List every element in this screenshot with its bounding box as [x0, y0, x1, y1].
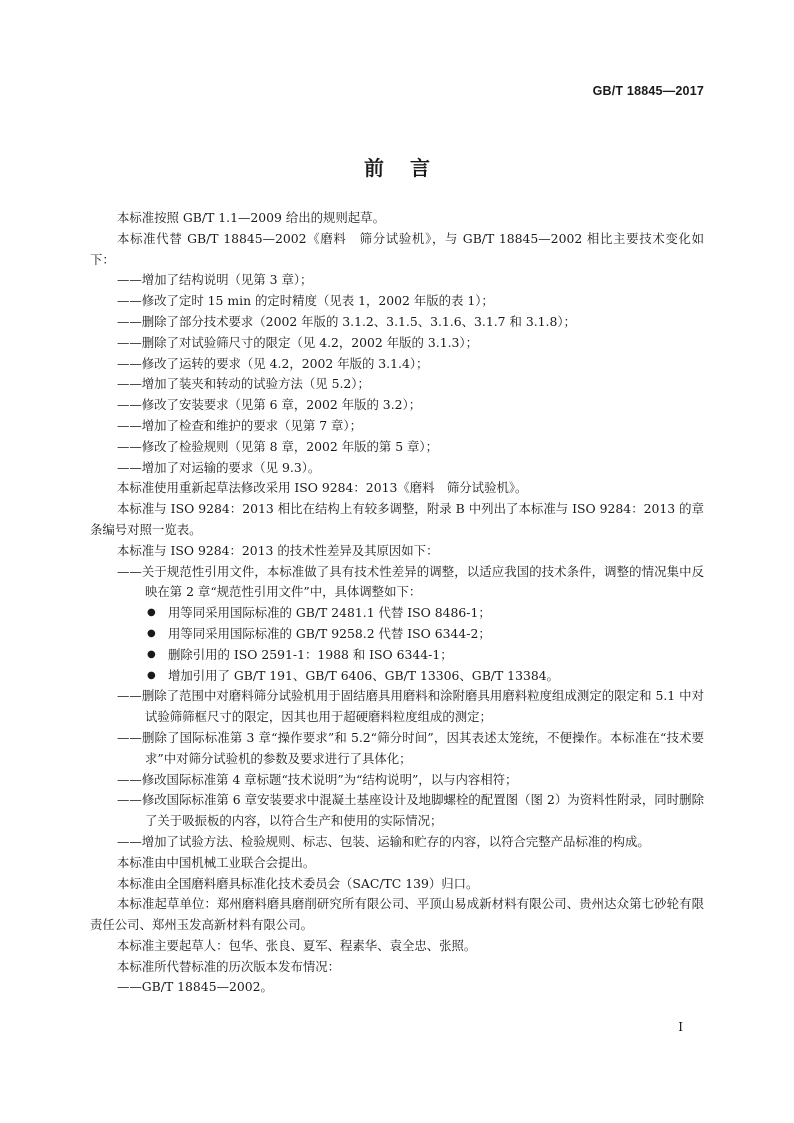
- bullet-item: [90, 666, 704, 687]
- list-item: ——修改了定时 15 min 的定时精度（见表 1，2002 年版的表 1）；: [117, 293, 494, 309]
- list-item: ——修改国际标准第 4 章标题“技术说明”为“结构说明”，以与内容相符；: [117, 771, 518, 787]
- paragraph: 本标准由中国机械工业联合会提出。: [117, 854, 316, 870]
- page-title: 前言: [364, 156, 456, 180]
- list-item: ——修改国际标准第 6 章安装要求中混凝土基座设计及地脚螺栓的配置图（图 2）为资料性附录，同时删除了关于吸振板的内容，以符合生产和使用的实际情况；: [117, 792, 704, 829]
- list-item: ——增加了对运输的要求（见 9.3）。: [117, 459, 321, 475]
- list-item: ——删除了范围中对磨料筛分试验机用于固结磨具用磨料和涂附磨具用磨料粒度组成测定的限定和 5.1 中对试验筛筛框尺寸的限定，因其也用于超硬磨料粒度组成的测定；: [117, 688, 704, 725]
- list-item: ——删除了部分技术要求（2002 年版的 3.1.2、3.1.5、3.1.6、3.1.7 和 3.1.8）；: [117, 313, 576, 329]
- standard-code: GB/T 18845—2017: [592, 84, 704, 98]
- paragraph: 本标准由全国磨料磨具标准化技术委员会（SAC/TC 139）归口。: [117, 875, 479, 891]
- list-item: ——增加了装夹和转动的试验方法（见 5.2）；: [117, 376, 370, 392]
- bullet-text: 增加引用了 GB/T 191、GB/T 6406、GB/T 13306、GB/T 13384。: [168, 667, 559, 683]
- bullet-icon: ●: [147, 627, 156, 639]
- list-item: ——修改了运转的要求（见 4.2，2002 年版的 3.1.4）；: [117, 355, 429, 371]
- bullet-icon: ●: [147, 669, 156, 681]
- list-item: ——修改了检验规则（见第 8 章，2002 年版的第 5 章）；: [117, 438, 438, 454]
- bullet-icon: ●: [147, 607, 156, 619]
- list-item: ——关于规范性引用文件，本标准做了具有技术性差异的调整，以适应我国的技术条件，调整的情况集中反映在第 2 章“规范性引用文件”中，具体调整如下：: [117, 563, 704, 600]
- bullet-item: [90, 624, 704, 645]
- bullet-text: 删除引用的 ISO 2591-1：1988 和 ISO 6344-1；: [168, 646, 453, 662]
- paragraph: 本标准主要起草人：包华、张良、夏军、程素华、袁全忠、张照。: [117, 937, 477, 953]
- paragraph: 本标准所代替标准的历次版本发布情况：: [117, 958, 341, 974]
- bullet-text: 用等同采用国际标准的 GB/T 2481.1 代替 ISO 8486-1；: [168, 605, 491, 621]
- list-item: ——删除了对试验筛尺寸的限定（见 4.2，2002 年版的 3.1.3）；: [117, 334, 478, 350]
- list-item: ——删除了国际标准第 3 章“操作要求”和 5.2“筛分时间”，因其表述太笼统，不便操作。本标准在“技术要求”中对筛分试验机的参数及要求进行了具体化；: [117, 729, 704, 766]
- paragraph: 本标准与 ISO 9284：2013 的技术性差异及其原因如下：: [117, 542, 439, 558]
- bullet-text: 用等同采用国际标准的 GB/T 9258.2 代替 ISO 6344-2；: [168, 625, 491, 641]
- list-item: ——GB/T 18845—2002。: [117, 979, 273, 995]
- paragraph: 本标准起草单位：郑州磨料磨具磨削研究所有限公司、平顶山易成新材料有限公司、贵州达众第七砂轮有限责任公司、郑州玉发高新材料有限公司。: [90, 896, 704, 933]
- bullet-item: [90, 645, 704, 666]
- document-body: [90, 208, 704, 998]
- bullet-item: [90, 603, 704, 624]
- paragraph: 本标准按照 GB/T 1.1—2009 给出的规则起草。: [117, 210, 385, 225]
- bullet-icon: ●: [147, 648, 156, 660]
- list-item: ——增加了结构说明（见第 3 章）；: [117, 272, 313, 288]
- list-item: ——修改了安装要求（见第 6 章，2002 年版的 3.2）；: [117, 397, 422, 413]
- paragraph: 本标准代替 GB/T 18845—2002《磨料 筛分试验机》，与 GB/T 18845—2002 相比主要技术变化如下：: [90, 230, 704, 267]
- paragraph: 本标准与 ISO 9284：2013 相比在结构上有较多调整，附录 B 中列出了本标准与 ISO 9284：2013 的章条编号对照一览表。: [90, 501, 704, 537]
- list-item: ——增加了试验方法、检验规则、标志、包装、运输和贮存的内容，以符合完整产品标准的构成。: [117, 833, 650, 849]
- list-item: ——增加了检查和维护的要求（见第 7 章）；: [117, 417, 362, 433]
- paragraph: 本标准使用重新起草法修改采用 ISO 9284：2013《磨料 筛分试验机》。: [117, 480, 528, 496]
- page-number: I: [678, 1020, 683, 1034]
